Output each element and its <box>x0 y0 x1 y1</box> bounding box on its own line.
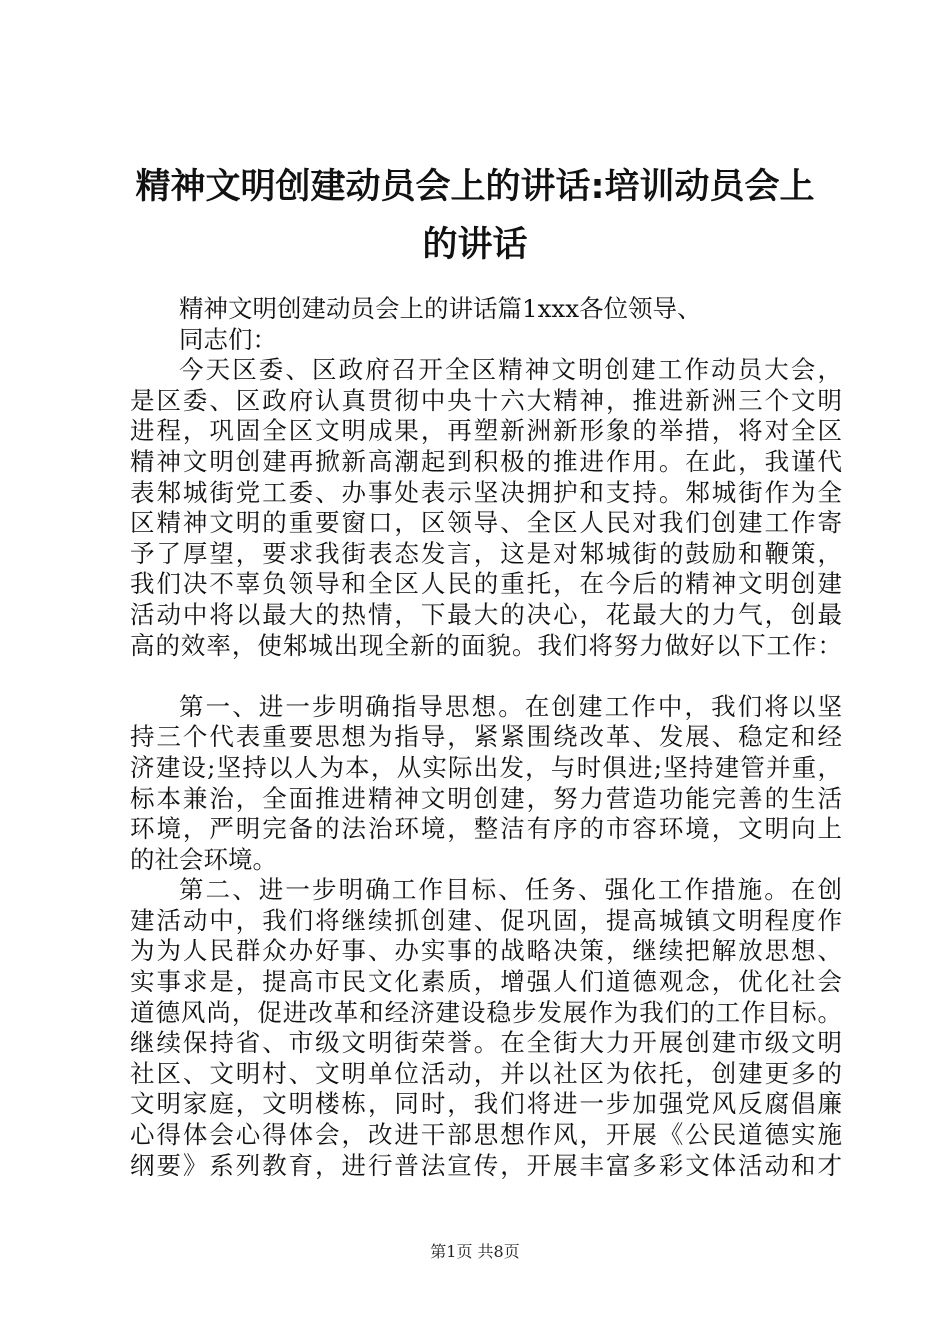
body-line: 标本兼治，全面推进精神文明创建，努力营造功能完善的生活 <box>130 783 842 813</box>
title-line-1: 精神文明创建动员会上的讲话:培训动员会上 <box>135 167 815 207</box>
body-line: 活动中将以最大的热情，下最大的决心，花最大的力气，创最 <box>130 599 842 629</box>
title-line-2: 的讲话 <box>422 225 528 265</box>
body-line: 的社会环境。 <box>130 844 277 874</box>
body-line: 精神文明创建再掀新高潮起到积极的推进作用。在此，我谨代 <box>130 446 842 476</box>
body-line: 是区委、区政府认真贯彻中央十六大精神，推进新洲三个文明 <box>130 385 842 415</box>
body-line: 我们决不辜负领导和全区人民的重托，在今后的精神文明创建 <box>130 569 842 599</box>
body-line: 道德风尚，促进改革和经济建设稳步发展作为我们的工作目标。 <box>130 997 842 1027</box>
document-body <box>130 294 842 1181</box>
body-line: 表邾城街党工委、办事处表示坚决拥护和支持。邾城街作为全 <box>130 477 842 507</box>
body-line: 建活动中，我们将继续抓创建、促巩固，提高城镇文明程度作 <box>130 905 842 935</box>
body-line: 高的效率，使邾城出现全新的面貌。我们将努力做好以下工作： <box>130 630 842 660</box>
body-line: 继续保持省、市级文明街荣誉。在全街大力开展创建市级文明 <box>130 1028 842 1058</box>
body-line: 文明家庭，文明楼栋，同时，我们将进一步加强党风反腐倡廉 <box>130 1089 842 1119</box>
body-line: 纲要》系列教育，进行普法宣传，开展丰富多彩文体活动和才 <box>130 1150 842 1180</box>
paragraph-gap <box>130 661 842 692</box>
body-line: 区精神文明的重要窗口，区领导、全区人民对我们创建工作寄 <box>130 508 842 538</box>
body-line: 进程，巩固全区文明成果，再塑新洲新形象的举措，将对全区 <box>130 416 842 446</box>
body-line: 环境，严明完备的法治环境，整洁有序的市容环境，文明向上 <box>130 814 842 844</box>
body-line: 第二、进一步明确工作目标、任务、强化工作措施。在创 <box>179 875 842 905</box>
body-line: 实事求是，提高市民文化素质，增强人们道德观念，优化社会 <box>130 967 842 997</box>
body-line: 为为人民群众办好事、办实事的战略决策，继续把解放思想、 <box>130 936 842 966</box>
body-line: 同志们： <box>179 324 277 354</box>
body-line: 精神文明创建动员会上的讲话篇1xxx各位领导、 <box>179 294 702 323</box>
body-line: 社区、文明村、文明单位活动，并以社区为依托，创建更多的 <box>130 1058 842 1088</box>
body-line: 济建设;坚持以人为本，从实际出发，与时俱进;坚持建管并重， <box>130 752 842 782</box>
body-line: 第一、进一步明确指导思想。在创建工作中，我们将以坚 <box>179 691 842 721</box>
body-line: 今天区委、区政府召开全区精神文明创建工作动员大会， <box>179 355 842 385</box>
body-line: 持三个代表重要思想为指导，紧紧围绕改革、发展、稳定和经 <box>130 722 842 752</box>
body-line: 予了厚望，要求我街表态发言，这是对邾城街的鼓励和鞭策， <box>130 538 842 568</box>
page-footer: 第1页 共8页 <box>430 1242 520 1261</box>
document-title <box>120 158 830 274</box>
body-line: 心得体会心得体会，改进干部思想作风，开展《公民道德实施 <box>130 1120 842 1150</box>
